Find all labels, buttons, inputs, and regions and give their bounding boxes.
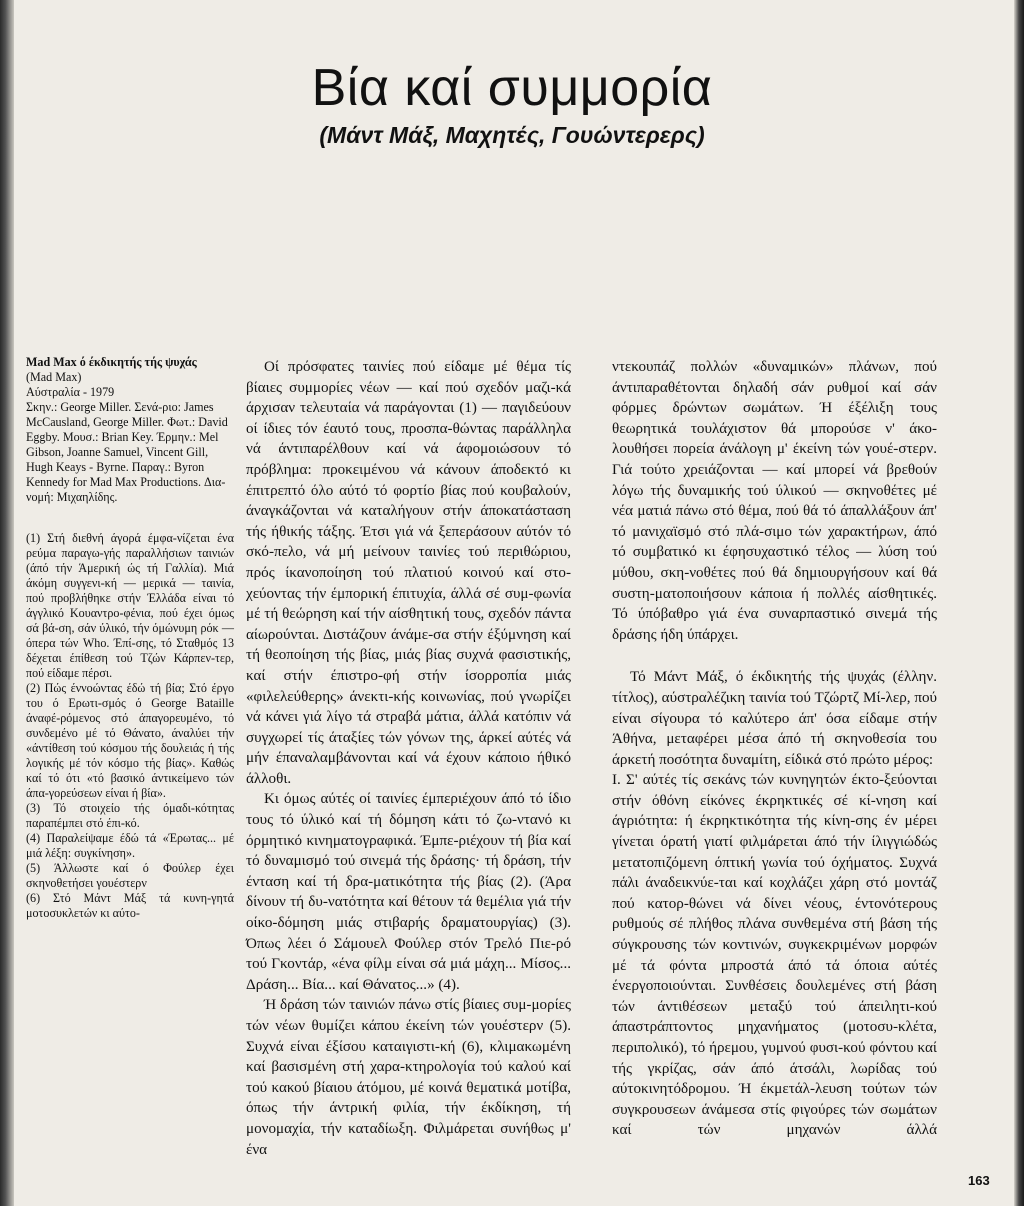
body-column-1 bbox=[246, 357, 571, 1160]
paragraph-cinema-action: Κι όμως αύτές οί ταινίες έμπεριέχουν άπό τό ίδιο τους τό ύλικό καί τή δόμηση κάτι τό ζω-ντανό κι όρμητικό κινηματογραφικά. Έμπε-ριέχουν τή βία καί τό δυναμισμό τού σινεμά τής δράσης· τή δράση, τήν ένταση καί τή δρα-ματικότητα τής βίας (2). (Άρα δίνουν τή δυ-νατότητα καί θέτουν τά θεμέλια γιά τήν οίκο-δόμηση μιάς στιβαρής δραματουργίας) (3). Όπως λέει ό Σάμουελ Φούλερ στόν Τρελό Πιε-ρό τού Γκοντάρ, «ένα φίλμ είναι σά μιά μάχη... Μίσος... Δράση... Βία... καί Θάνατος...» (4). bbox=[246, 791, 571, 993]
footnotes bbox=[26, 531, 234, 921]
film-credits bbox=[26, 355, 234, 505]
paragraph-section-one: Ι. Σ' αύτές τίς σεκάνς τών κυνηγητών έκτο-ξεύονται στήν όθόνη είκόνες έκρηκτικές σέ κί-νηση καί άγριότητα: ή έκρηκτικότητα τής κίνη-σης έν μέρει γίνεται όρατή γιατί φιλμάρεται άπό τήν ίλιγγιώδώς μετατοπιζόμενη όπτική γωνία τού όχήματος. Συχνά πάλι άναδεικνύε-ται καί κοχλάζει χάρη στό μοντάζ πού κατορ-θώνει νά δίνει νέους, έντονότερους ρυθμούς σέ πλήθος πλάνα συνθεμένα στή βάση τής σύγκρουσης τών κοντινών, συγκεκριμένων μορφών μέ τά φόντα μπροστά άπό τά όποια αύτές ένεργοποιούνται. Συνθέσεις δουλεμένες στή βάση τών άντιθέσεων μεταξύ τού άπειλητι-κού άπαστράπτοντος μηχανήματος (μοτοσυ-κλέτα, περιπολικό), τό ήρεμου, γυμνού φυσι-κού φόντου καί τής γκρίζας, σάν άπό άτσάλι, λωρίδας τού αύτοκινητόδρομου. Ή έκμετάλ-λευση τούτων τών συγκρουσεων άνάμεσα στίς φιγούρες τών σωμάτων καί τών μηχανών άλλά bbox=[612, 772, 937, 1139]
page-number: 163 bbox=[968, 1173, 990, 1188]
article-title: Βία καί συμμορία bbox=[311, 59, 713, 117]
paragraph-intro: Οί πρόσφατες ταινίες πού είδαμε μέ θέμα τίς βίαιες συμμορίες νέων — καί πού σχεδόν μαζι-κά άρχισαν τελευταία νά παράγονται (1) — παγιδεύουν οί ίδιες τόν έαυτό τους, προσπα-θώντας παράλληλα νά άντιπαρέλθουν καί νά άφομοιώσουν τό πρόβλημα: προκειμένου νά κάνουν άποδεκτό κι έπιτρεπτό όλο αύτό τό φορτίο βίας πού κουβαλούν, άναγκάζονται νά καταλήγουν στήν άποκατάσταση τής ήθικής τάξης. Έτσι γιά νά ξεπεράσουν αύτόν τό σκό-πελο, νά μή μείνουν ταινίες τού περιθώριου, πρός ίκανοποίηση τού πλατιού κοινού καί στο-χεύοντας τήν έμπορική έπιτυχία, άλλά σέ συμ-φωνία μέ τή θεώρηση καί τήν αίσθητική τους, σχεδόν πάντα αίωρούνται. Διστάζουν άνάμε-σα στήν έξύμνηση καί τή θεοποίηση τής βίας, μιάς βίας συχνά φασιστικής, καί στήν έπιστρο-φή στήν ίσορροπία μιάς «φιλελεύθερης» άνεκτι-κής κοινωνίας, πού γνωρίζει νά κάνει γιά λίγο τά στραβά μάτια, άλλά κατόπιν νά συγχωρεί τίς άταξίες τών γόνων της, άρκεί αύτές νά μήν έπαναλαμβάνονται καί νά έχουν κάποιο ήθικό άλλοθι. bbox=[246, 359, 571, 787]
footnote-1: (1) Στή διεθνή άγορά έμφα-νίζεται ένα ρεύμα παραγω-γής παραλλήσιων ταινιών (άπό τήν Άμερική ώς τή Γαλλία). Μιά άκόμη συγγενι-κή — μερικά — ταινία, πού προβλήθηκε στήν Έλλάδα είναι τό άγγλικό Κουαντρο-φένια, πού έχει όμως σά βά-ση, σάν ύλικό, τήν όμώνυμη ρόκ — όπερα τών Who. Έπί-σης, τό Σταθμός 13 δέχεται έπίθεση τού Τζών Κάρπεν-τερ, πού είδαμε πέρσι. bbox=[26, 531, 234, 680]
paragraph-continuation: ντεκουπάζ πολλών «δυναμικών» πλάνων, πού άντιπαραθέτονται δηλαδή σάν ρυθμοί καί σάν φόρμες δρώντων σωμάτων. Ή έξέλιξη τους θεωρητικά τουλάχιστον θά μπορούσε ν' άκο-λουθήσει πορεία άνάλογη μ' έκείνη τών γουέ-στερν. Γιά τούτο χρειάζονται — καί μπορεί νά βρεθούν λόγω τής δυναμικής τού ύλικού — σκηνοθέτες μέ νέα ματιά πάνω στό θέμα, πού θά τό άπαλλάξουν άπ' τό μανιχαϊσμό στό πλά-σιμο τών χαρακτήρων, άπό τό συμβατικό κι έφησυχαστικό τέλος — λύση τού μύθου, σκη-νοθέτες πού θά δημιουργήσουν καί θά συστη-ματοποιήσουν κάποια ή πολλές αίσθητικές. Τό ύπόβαθρο γιά ένα συναρπαστικό σινεμά τής δράσης ήδη ύπάρχει. bbox=[612, 359, 937, 643]
footnote-5: (5) Άλλωστε καί ό Φούλερ έχει σκηνοθετήσει γουέστερν bbox=[26, 861, 234, 890]
footnote-2: (2) Πώς έννοώντας έδώ τή βία; Στό έργο του ό Ερωτι-σμός ό George Bataille άναφέ-ρόμενος στό άπαγορευμένο, τό συνδεμένο μέ τό Θάνατο, άναλύει τήν «άντίθεση τού κόσμου τής δουλειάς ή τής λογικής μέ τόν κόσμο τής βίας». Καθώς καί τό ότι «τό βασικό άντικείμενο τών άπα-γορεύσεων είναι ή βία». bbox=[26, 681, 234, 800]
paragraph-gap bbox=[612, 645, 937, 667]
footnote-4: (4) Παραλείψαμε έδώ τά «Έρωτας... μέ μιά λέξη: συγκίνηση». bbox=[26, 831, 234, 860]
paragraph-mad-max: Τό Μάντ Μάξ, ό έκδικητής τής ψυχάς (έλλην. τίτλος), αύστραλέζικη ταινία τού Τζώρτζ Μί-λερ, πού είναι σίγουρα τό καλύτερο άπ' όσα είδαμε στήν Άθήνα, μεταφέρει μέσα άπό τή σκηνοθεσία του άρκετή ποσότητα δυναμίτη, είδικά στό πρώτο μέρος: bbox=[612, 669, 937, 768]
body-column-2 bbox=[612, 357, 937, 1141]
film-title: Mad Max ό έκδικητής τής ψυχάς bbox=[26, 355, 197, 369]
film-country-year: Αύστραλία - 1979 bbox=[26, 385, 115, 399]
article-subtitle: (Μάντ Μάξ, Μαχητές, Γουώντερερς) bbox=[319, 122, 705, 148]
scan-edge-left bbox=[0, 0, 14, 1206]
film-crew: Σκην.: George Miller. Σενά-ριο: James McCausland, George Miller. Φωτ.: David Eggby. Μουσ.: Brian Key. Έρμην.: Mel Gibson, Joanne Samuel, Vincent Gill, Hugh Keays - Byrne. Παραγ.: Byron Kennedy for Mad Max Productions. Δια-νομή: Μιχαηλίδης. bbox=[26, 400, 228, 504]
scan-edge-right bbox=[1014, 0, 1024, 1206]
sidebar-column bbox=[26, 355, 234, 921]
film-original-title: (Mad Max) bbox=[26, 370, 82, 384]
paragraph-western: Ή δράση τών ταινιών πάνω στίς βίαιες συμ-μορίες τών νέων θυμίζει κάπου έκείνη τών γουέστερν (5). Συχνά είναι έξίσου καταιγιστι-κή (6), κλιμακωμένη καί βασισμένη στή χαρα-κτηρολογία τού καλού καί τού κακού βίαιου άτόμου, μέ κοινά θεματικά μοτίβα, όπως τήν άντρική φιλία, τήν έκδίκηση, τή μονομαχία, τήν καταδίωξη. Φιλμάρεται συνήθως μ' ένα bbox=[246, 997, 571, 1158]
footnote-3: (3) Τό στοιχείο τής όμαδι-κότητας παραπέμπει στό έπι-κό. bbox=[26, 801, 234, 830]
footnote-6: (6) Στό Μάντ Μάξ τά κυνη-γητά μοτοσυκλετών κι αύτο- bbox=[26, 891, 234, 920]
